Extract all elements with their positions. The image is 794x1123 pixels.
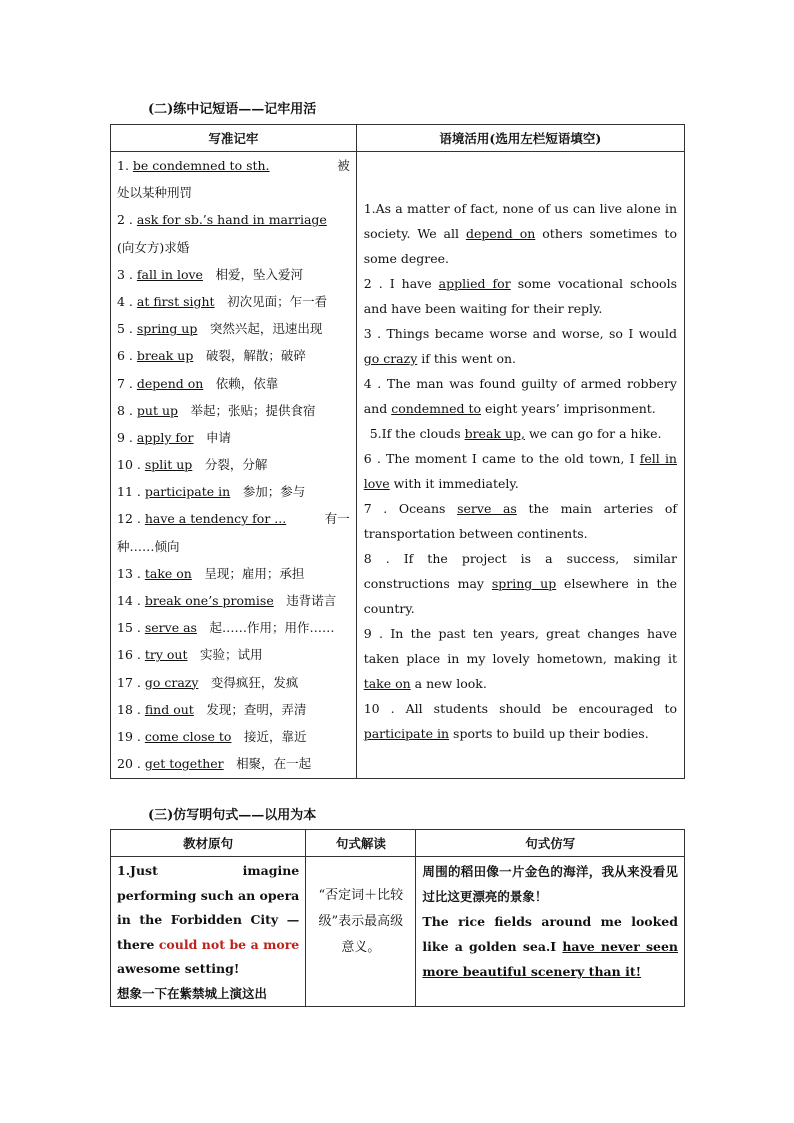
sentence-answer: fell in love bbox=[363, 451, 677, 491]
sentence-list bbox=[356, 152, 684, 779]
phrase-item: 5 . spring up 突然兴起，迅速出现 bbox=[117, 321, 323, 337]
phrase-answer: apply for bbox=[136, 429, 194, 445]
phrase-answer: fall in love bbox=[136, 266, 203, 282]
context-sentence: 3 . Things became worse and worse, so I would go crazy if this went on. bbox=[363, 326, 677, 366]
column-header-explain: 句式解读 bbox=[306, 830, 416, 857]
phrases-table bbox=[110, 124, 685, 779]
phrase-answer: take on bbox=[144, 565, 192, 581]
sentence-answer: condemned to bbox=[391, 401, 481, 416]
phrase-item: 7 . depend on 依赖，依靠 bbox=[117, 375, 279, 391]
context-sentence: 4 . The man was found guilty of armed robbery and condemned to eight years’ imprisonment. bbox=[363, 376, 677, 416]
context-sentence: 8 . If the project is a success, similar constructions may spring up elsewhere in the country. bbox=[363, 551, 678, 616]
phrase-item: 2 . ask for sb.’s hand in marriage (向女方)求婚 bbox=[117, 212, 327, 255]
phrase-item: 18 . find out 发现；查明，弄清 bbox=[117, 701, 307, 717]
phrase-item: 3 . fall in love 相爱，坠入爱河 bbox=[117, 266, 303, 282]
column-header-right: 语境活用(选用左栏短语填空) bbox=[356, 125, 684, 152]
section-heading-phrases: (二)练中记短语——记牢用活 bbox=[148, 102, 317, 117]
phrase-list bbox=[111, 152, 357, 779]
phrase-answer: be condemned to sth. bbox=[132, 158, 270, 173]
context-sentence: 7 . Oceans serve as the main arteries of transportation between continents. bbox=[363, 501, 677, 541]
sentence-answer: depend on bbox=[465, 226, 536, 241]
column-header-original: 教材原句 bbox=[111, 830, 306, 857]
phrase-answer: at first sight bbox=[136, 293, 215, 309]
phrase-answer: come close to bbox=[144, 728, 232, 744]
phrase-item: 15 . serve as 起……作用；用作…… bbox=[117, 620, 335, 636]
column-header-imitate: 句式仿写 bbox=[416, 830, 685, 857]
phrase-item: 14 . break one’s promise 违背诺言 bbox=[117, 593, 337, 608]
original-sentence: 1.Just imagine performing such an opera in the Forbidden City — there could not be a more awesome setting! 想象一下在紫禁城上演这出 bbox=[111, 857, 306, 1007]
phrase-answer: go crazy bbox=[144, 674, 199, 690]
phrase-item: 16 . try out 实验；试用 bbox=[117, 647, 263, 663]
phrase-answer: put up bbox=[136, 402, 178, 418]
emphasis-text: could not be a more bbox=[158, 936, 300, 952]
phrase-answer: find out bbox=[144, 701, 194, 717]
phrase-answer: break up bbox=[136, 348, 194, 364]
phrase-answer: break one’s promise bbox=[144, 593, 274, 608]
section-heading-sentence-patterns: (三)仿写明句式——以用为本 bbox=[148, 808, 317, 823]
phrase-answer: try out bbox=[144, 647, 188, 663]
sentence-pattern-table bbox=[110, 829, 685, 1007]
imitation-sentence: 周围的稻田像一片金色的海洋，我从来没看见过比这更漂亮的景象！ The rice fields around me looked like a golden sea.I have never seen more beautiful scenery than it! bbox=[416, 857, 685, 1007]
phrase-answer: participate in bbox=[144, 484, 231, 500]
phrase-answer: have a tendency for ... bbox=[144, 511, 287, 527]
phrase-answer: depend on bbox=[136, 375, 204, 391]
phrase-item: 11 . participate in 参加；参与 bbox=[117, 484, 306, 500]
context-sentence: 10 . All students should be encouraged to participate in sports to build up their bodies. bbox=[363, 701, 677, 741]
sentence-answer: participate in bbox=[363, 726, 450, 741]
phrase-item: 10 . split up 分裂，分解 bbox=[117, 457, 268, 473]
phrase-item: 12 . have a tendency for ... 有一 种……倾向 bbox=[117, 511, 350, 554]
context-sentence: 6 . The moment I came to the old town, I fell in love with it immediately. bbox=[363, 451, 677, 491]
phrase-item: 17 . go crazy 变得疯狂，发疯 bbox=[117, 674, 299, 690]
phrase-answer: spring up bbox=[136, 321, 198, 337]
context-sentence: 5.If the clouds break up, we can go for a hike. bbox=[369, 426, 662, 441]
sentence-answer: take on bbox=[363, 676, 411, 691]
answer-text: have never seen more beautiful scenery than it! bbox=[422, 939, 679, 979]
context-sentence: 9 . In the past ten years, great changes have taken place in my lovely hometown, making it take on a new look. bbox=[363, 626, 677, 691]
phrase-item: 4 . at first sight 初次见面；乍一看 bbox=[117, 293, 328, 309]
phrase-item: 9 . apply for 申请 bbox=[117, 429, 232, 445]
phrase-item: 20 . get together 相聚，在一起 bbox=[117, 756, 312, 772]
sentence-answer: go crazy bbox=[363, 351, 418, 366]
sentence-answer: break up, bbox=[464, 426, 525, 441]
sentence-answer: spring up bbox=[491, 576, 557, 591]
sentence-answer: applied for bbox=[438, 276, 511, 291]
phrase-item: 6 . break up 破裂，解散；破碎 bbox=[117, 348, 306, 364]
phrase-answer: split up bbox=[144, 457, 193, 473]
phrase-answer: get together bbox=[144, 756, 224, 772]
context-sentence: 2 . I have applied for some vocational schools and have been waiting for their reply. bbox=[363, 276, 677, 316]
phrase-item: 19 . come close to 接近，靠近 bbox=[117, 728, 307, 744]
column-header-left: 写准记牢 bbox=[111, 125, 357, 152]
phrase-answer: serve as bbox=[144, 620, 197, 636]
phrase-item: 1. be condemned to sth. 被 处以某种刑罚 bbox=[117, 158, 350, 201]
sentence-answer: serve as bbox=[457, 501, 517, 516]
phrase-item: 8 . put up 举起；张贴；提供食宿 bbox=[117, 402, 316, 418]
pattern-explanation: “否定词＋比较级”表示最高级意义。 bbox=[306, 857, 416, 1007]
context-sentence: 1.As a matter of fact, none of us can live alone in society. We all depend on others sometimes to some degree. bbox=[363, 201, 677, 266]
phrase-answer: ask for sb.’s hand in marriage bbox=[136, 212, 327, 228]
phrase-item: 13 . take on 呈现；雇用；承担 bbox=[117, 565, 305, 581]
